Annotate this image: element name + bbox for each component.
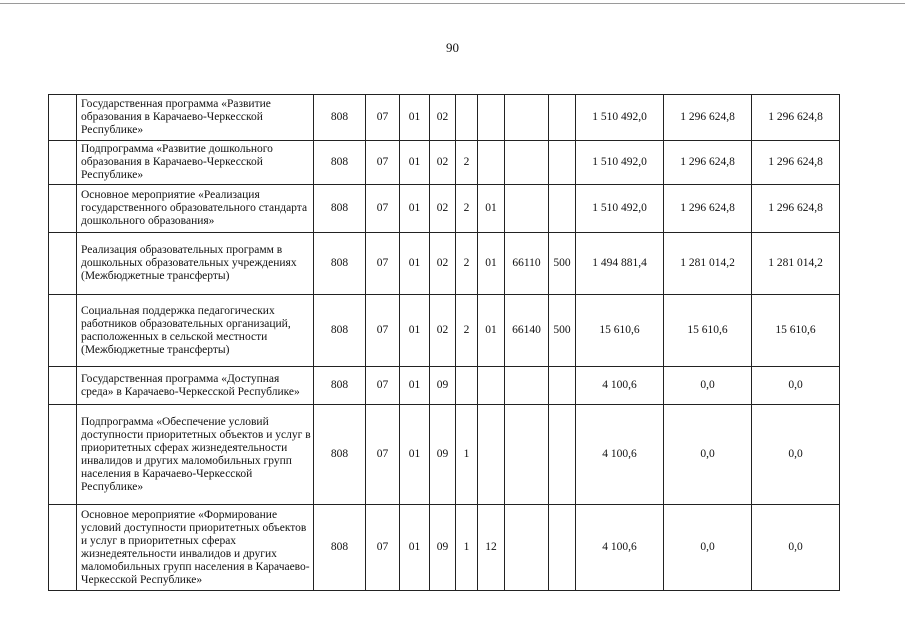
expense-type-cell [549, 141, 576, 185]
activity-code-cell: 01 [478, 185, 505, 233]
ministry-code-cell: 808 [314, 295, 366, 367]
section-code-cell: 07 [366, 233, 400, 295]
direction-code-cell [505, 367, 549, 405]
amount-year1-cell: 4 100,6 [576, 505, 664, 591]
blank-margin-cell [49, 185, 77, 233]
blank-margin-cell [49, 405, 77, 505]
ministry-code-cell: 808 [314, 141, 366, 185]
table-row [49, 505, 840, 591]
program-code-cell: 02 [430, 295, 456, 367]
table-row [49, 233, 840, 295]
amount-year3-cell: 1 296 624,8 [752, 95, 840, 141]
amount-year3-cell: 0,0 [752, 367, 840, 405]
direction-code-cell [505, 505, 549, 591]
program-code-cell: 09 [430, 505, 456, 591]
direction-code-cell: 66110 [505, 233, 549, 295]
subsection-code-cell: 01 [400, 95, 430, 141]
top-rule [0, 3, 905, 4]
activity-code-cell [478, 405, 505, 505]
subsection-code-cell: 01 [400, 505, 430, 591]
expense-type-cell [549, 95, 576, 141]
amount-year2-cell: 0,0 [664, 505, 752, 591]
program-code-cell: 02 [430, 185, 456, 233]
activity-code-cell [478, 141, 505, 185]
expense-type-cell [549, 405, 576, 505]
name-cell: Государственная программа «Доступная среда» в Карачаево-Черкесской Республике» [77, 367, 314, 405]
table-row [49, 185, 840, 233]
name-cell: Социальная поддержка педагогических работников образовательных организаций, расположенных в сельской местности (Межбюджетные трансферты) [77, 295, 314, 367]
ministry-code-cell: 808 [314, 367, 366, 405]
ministry-code-cell: 808 [314, 95, 366, 141]
amount-year1-cell: 15 610,6 [576, 295, 664, 367]
section-code-cell: 07 [366, 185, 400, 233]
direction-code-cell: 66140 [505, 295, 549, 367]
table-body [49, 95, 840, 591]
table-row [49, 95, 840, 141]
amount-year1-cell: 4 100,6 [576, 405, 664, 505]
expense-type-cell: 500 [549, 233, 576, 295]
section-code-cell: 07 [366, 141, 400, 185]
expense-type-cell: 500 [549, 295, 576, 367]
amount-year3-cell: 1 281 014,2 [752, 233, 840, 295]
expense-type-cell [549, 185, 576, 233]
subprogram-code-cell [456, 367, 478, 405]
direction-code-cell [505, 185, 549, 233]
name-cell: Основное мероприятие «Реализация государственного образовательного стандарта дошкольного образования» [77, 185, 314, 233]
direction-code-cell [505, 95, 549, 141]
page-number: 90 [446, 40, 459, 55]
blank-margin-cell [49, 233, 77, 295]
subsection-code-cell: 01 [400, 295, 430, 367]
activity-code-cell [478, 95, 505, 141]
subsection-code-cell: 01 [400, 367, 430, 405]
blank-margin-cell [49, 95, 77, 141]
ministry-code-cell: 808 [314, 233, 366, 295]
amount-year2-cell: 1 296 624,8 [664, 141, 752, 185]
amount-year2-cell: 1 296 624,8 [664, 95, 752, 141]
subsection-code-cell: 01 [400, 185, 430, 233]
table-row [49, 405, 840, 505]
budget-table [48, 94, 840, 591]
amount-year3-cell: 0,0 [752, 405, 840, 505]
table-row [49, 141, 840, 185]
program-code-cell: 09 [430, 367, 456, 405]
subsection-code-cell: 01 [400, 233, 430, 295]
activity-code-cell: 12 [478, 505, 505, 591]
ministry-code-cell: 808 [314, 405, 366, 505]
amount-year3-cell: 15 610,6 [752, 295, 840, 367]
expense-type-cell [549, 505, 576, 591]
program-code-cell: 02 [430, 233, 456, 295]
amount-year2-cell: 0,0 [664, 367, 752, 405]
program-code-cell: 02 [430, 95, 456, 141]
blank-margin-cell [49, 367, 77, 405]
section-code-cell: 07 [366, 95, 400, 141]
section-code-cell: 07 [366, 295, 400, 367]
subprogram-code-cell: 1 [456, 405, 478, 505]
subprogram-code-cell: 2 [456, 295, 478, 367]
name-cell: Основное мероприятие «Формирование условий доступности приоритетных объектов и услуг в приоритетных сферах жизнедеятельности инвалидов и других маломобильных групп населения в Карачаево-Черкесской Республике» [77, 505, 314, 591]
expense-type-cell [549, 367, 576, 405]
ministry-code-cell: 808 [314, 505, 366, 591]
amount-year1-cell: 1 510 492,0 [576, 185, 664, 233]
section-code-cell: 07 [366, 505, 400, 591]
activity-code-cell [478, 367, 505, 405]
amount-year1-cell: 1 510 492,0 [576, 141, 664, 185]
amount-year3-cell: 1 296 624,8 [752, 185, 840, 233]
subprogram-code-cell: 1 [456, 505, 478, 591]
amount-year1-cell: 4 100,6 [576, 367, 664, 405]
section-code-cell: 07 [366, 367, 400, 405]
activity-code-cell: 01 [478, 295, 505, 367]
activity-code-cell: 01 [478, 233, 505, 295]
name-cell: Подпрограмма «Развитие дошкольного образования в Карачаево-Черкесской Республике» [77, 141, 314, 185]
amount-year2-cell: 15 610,6 [664, 295, 752, 367]
name-cell: Государственная программа «Развитие образования в Карачаево-Черкесской Республике» [77, 95, 314, 141]
amount-year2-cell: 1 281 014,2 [664, 233, 752, 295]
subprogram-code-cell [456, 95, 478, 141]
subsection-code-cell: 01 [400, 405, 430, 505]
blank-margin-cell [49, 505, 77, 591]
name-cell: Подпрограмма «Обеспечение условий доступности приоритетных объектов и услуг в приоритетных сферах жизнедеятельности инвалидов и других маломобильных групп населения в Карачаево-Черкесской Республике» [77, 405, 314, 505]
subprogram-code-cell: 2 [456, 233, 478, 295]
section-code-cell: 07 [366, 405, 400, 505]
program-code-cell: 09 [430, 405, 456, 505]
table-row [49, 295, 840, 367]
amount-year3-cell: 0,0 [752, 505, 840, 591]
subsection-code-cell: 01 [400, 141, 430, 185]
name-cell: Реализация образовательных программ в дошкольных образовательных учреждениях (Межбюджетные трансферты) [77, 233, 314, 295]
subprogram-code-cell: 2 [456, 185, 478, 233]
table-row [49, 367, 840, 405]
amount-year1-cell: 1 510 492,0 [576, 95, 664, 141]
direction-code-cell [505, 141, 549, 185]
amount-year2-cell: 1 296 624,8 [664, 185, 752, 233]
blank-margin-cell [49, 141, 77, 185]
blank-margin-cell [49, 295, 77, 367]
amount-year1-cell: 1 494 881,4 [576, 233, 664, 295]
amount-year3-cell: 1 296 624,8 [752, 141, 840, 185]
amount-year2-cell: 0,0 [664, 405, 752, 505]
subprogram-code-cell: 2 [456, 141, 478, 185]
program-code-cell: 02 [430, 141, 456, 185]
ministry-code-cell: 808 [314, 185, 366, 233]
direction-code-cell [505, 405, 549, 505]
